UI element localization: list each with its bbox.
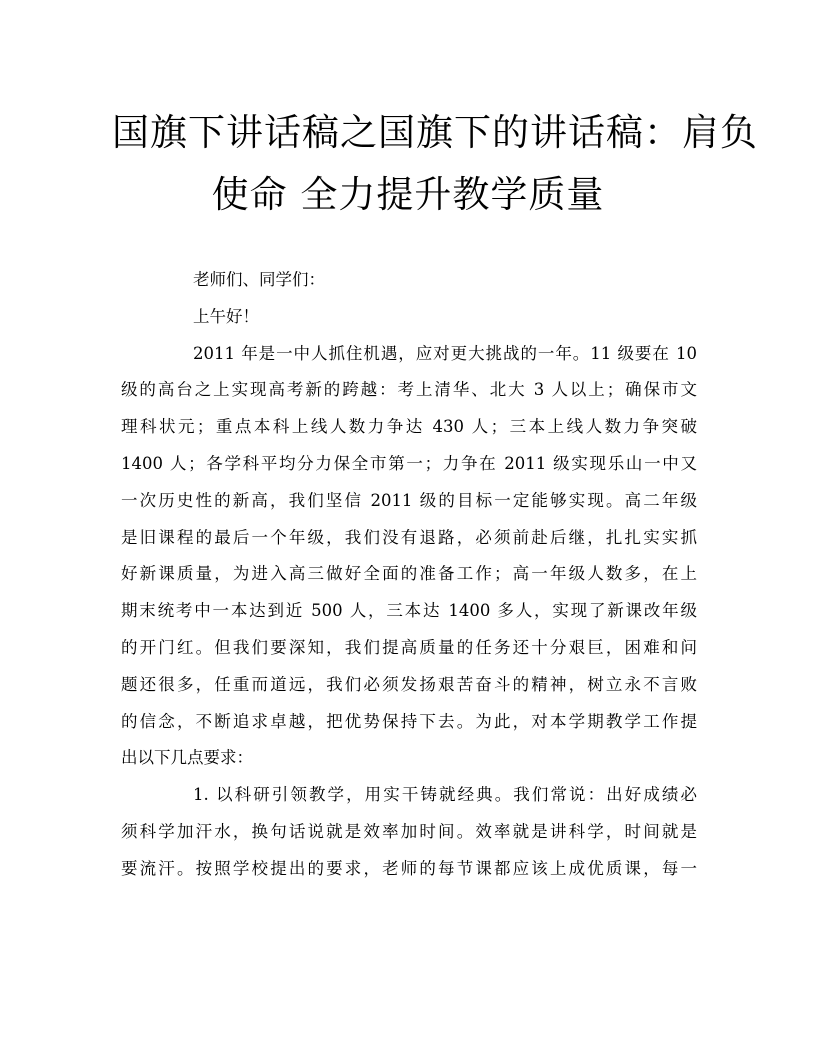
paragraph-line: 级的高台之上实现高考新的跨越：考上清华、北大 3 人以上；确保市文 bbox=[121, 380, 697, 400]
paragraph-line: 2011 年是一中人抓住机遇，应对更大挑战的一年。11 级要在 10 bbox=[193, 343, 697, 363]
paragraph-line: 出以下几点要求： bbox=[121, 748, 253, 768]
paragraph-2 bbox=[121, 777, 697, 887]
paragraph-line: 要流汗。按照学校提出的要求，老师的每节课都应该上成优质课，每一 bbox=[121, 858, 697, 878]
document-title-line-1: 国旗下讲话稿之国旗下的讲话稿：肩负 bbox=[112, 111, 758, 154]
greeting-line: 老师们、同学们： bbox=[193, 270, 325, 289]
salutation-line: 上午好！ bbox=[193, 306, 259, 326]
paragraph-line: 是旧课程的最后一个年级，我们没有退路，必须前赴后继，扎扎实实抓 bbox=[121, 527, 697, 547]
paragraph-line: 须科学加汗水，换句话说就是效率加时间。效率就是讲科学，时间就是 bbox=[121, 821, 697, 841]
paragraph-line: 好新课质量，为进入高三做好全面的准备工作；高一年级人数多，在上 bbox=[121, 564, 697, 584]
paragraph-1 bbox=[121, 336, 697, 778]
paragraph-line: 的信念，不断追求卓越，把优势保持下去。为此，对本学期教学工作提 bbox=[121, 711, 697, 731]
paragraph-line: 题还很多，任重而道远，我们必须发扬艰苦奋斗的精神，树立永不言败 bbox=[121, 674, 697, 694]
paragraph-line: 1400 人；各学科平均分力保全市第一；力争在 2011 级实现乐山一中又 bbox=[121, 453, 697, 473]
document-title-line-2: 使命 全力提升教学质量 bbox=[211, 173, 605, 216]
paragraph-line: 期末统考中一本达到近 500 人，三本达 1400 多人，实现了新课改年级 bbox=[121, 601, 697, 621]
document-body bbox=[121, 262, 697, 888]
paragraph-line: 的开门红。但我们要深知，我们提高质量的任务还十分艰巨，困难和问 bbox=[121, 637, 697, 657]
paragraph-line: 1. 以科研引领教学，用实干铸就经典。我们常说：出好成绩必 bbox=[193, 785, 697, 805]
paragraph-line: 一次历史性的新高，我们坚信 2011 级的目标一定能够实现。高二年级 bbox=[121, 490, 697, 510]
paragraph-line: 理科状元；重点本科上线人数力争达 430 人；三本上线人数力争突破 bbox=[121, 417, 697, 437]
